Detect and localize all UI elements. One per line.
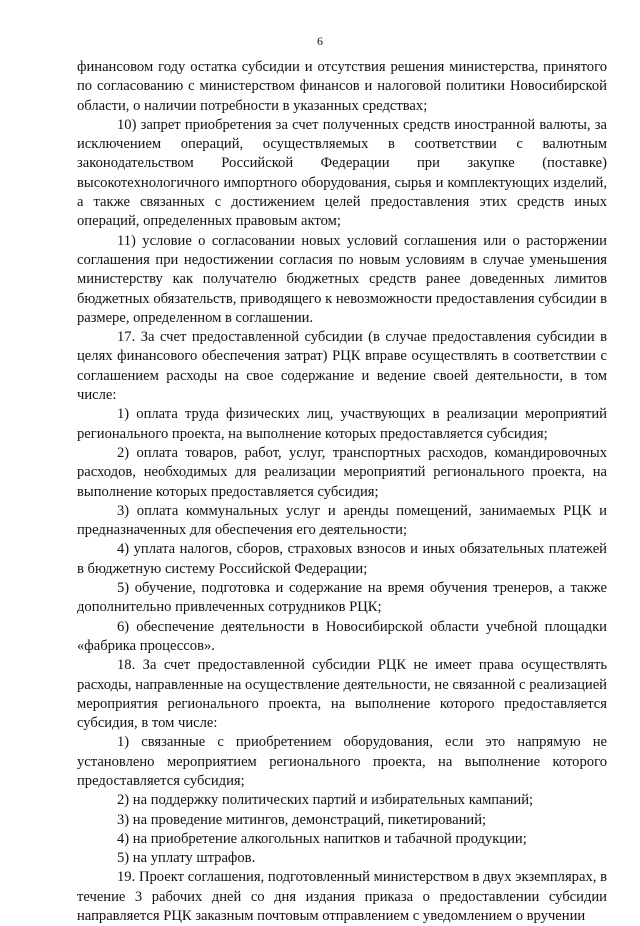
paragraph-clause-18: 18. За счет предоставленной субсидии РЦК не имеет права осуществлять расходы, направленные на осуществление деятельности, не связанной с реализацией мероприятия регионального проекта, на выполнение которого предоставляется субсидия, в том числе: xyxy=(77,657,607,732)
paragraph-17-item-1: 1) оплата труда физических лиц, участвующих в реализации мероприятий регионального проекта, на выполнение которых предоставляется субсидия; xyxy=(77,406,607,442)
paragraph-17-item-6: 6) обеспечение деятельности в Новосибирской области учебной площадки «фабрика процессов». xyxy=(77,618,607,654)
paragraph-item-10: 10) запрет приобретения за счет полученных средств иностранной валюты, за исключением операций, осуществляемых в соответствии с валютным законодательством Российской Федерации при закупке (поставке) высокотехнологичного импортного оборудования, сырья и комплектующих изделий, а также связанных с достижением целей предоставления этих средств иных операций, определенных правовым актом; xyxy=(77,116,607,230)
paragraph-17-item-2: 2) оплата товаров, работ, услуг, транспортных расходов, командировочных расходов, необходимых для реализации мероприятий регионального проекта, на выполнение которых предоставляется субсидия; xyxy=(77,444,607,500)
paragraph-17-item-3: 3) оплата коммунальных услуг и аренды помещений, занимаемых РЦК и предназначенных для обеспечения его деятельности; xyxy=(77,502,607,539)
paragraph-clause-19: 19. Проект соглашения, подготовленный министерством в двух экземплярах, в течение 3 рабочих дней со дня издания приказа о предоставлении субсидии направляется РЦК заказным почтовым отправлением с уведомлением о вручении xyxy=(77,869,607,925)
paragraph-18-item-5: 5) на уплату штрафов. xyxy=(117,850,256,867)
paragraph-18-item-2: 2) на поддержку политических партий и избирательных кампаний; xyxy=(117,792,534,809)
paragraph-18-item-4: 4) на приобретение алкогольных напитков и табачной продукции; xyxy=(117,830,527,847)
paragraph-17-item-4: 4) уплата налогов, сборов, страховых взносов и иных обязательных платежей в бюджетную систему Российской Федерации; xyxy=(77,541,607,577)
page-number: 6 xyxy=(317,34,323,48)
document-body xyxy=(77,58,607,926)
paragraph-17-item-5: 5) обучение, подготовка и содержание на время обучения тренеров, а также дополнительно привлеченных сотрудников РЦК; xyxy=(77,580,607,616)
paragraph-18-item-1: 1) связанные с приобретением оборудования, если это напрямую не установлено мероприятием регионального проекта, на выполнение которого предоставляется субсидия; xyxy=(77,734,607,789)
paragraph-clause-17: 17. За счет предоставленной субсидии (в случае предоставления субсидии в целях финансового обеспечения затрат) РЦК вправе осуществлять в соответствии с соглашением расходы на свое содержание и ведение своей деятельности, в том числе: xyxy=(77,329,607,404)
paragraph-continuation: финансовом году остатка субсидии и отсутствия решения министерства, принятого по согласованию с министерством финансов и налоговой политики Новосибирской области, о наличии потребности в указанных средствах; xyxy=(77,59,607,114)
paragraph-item-11: 11) условие о согласовании новых условий соглашения или о расторжении соглашения при недостижении согласия по новым условиям в случае уменьшения министерству как получателю бюджетных средств ранее доведенных лимитов бюджетных обязательств, приводящего к невозможности предоставления субсидии в размере, определенном в соглашении. xyxy=(77,232,607,326)
paragraph-18-item-3: 3) на проведение митингов, демонстраций, пикетирований; xyxy=(117,811,487,828)
